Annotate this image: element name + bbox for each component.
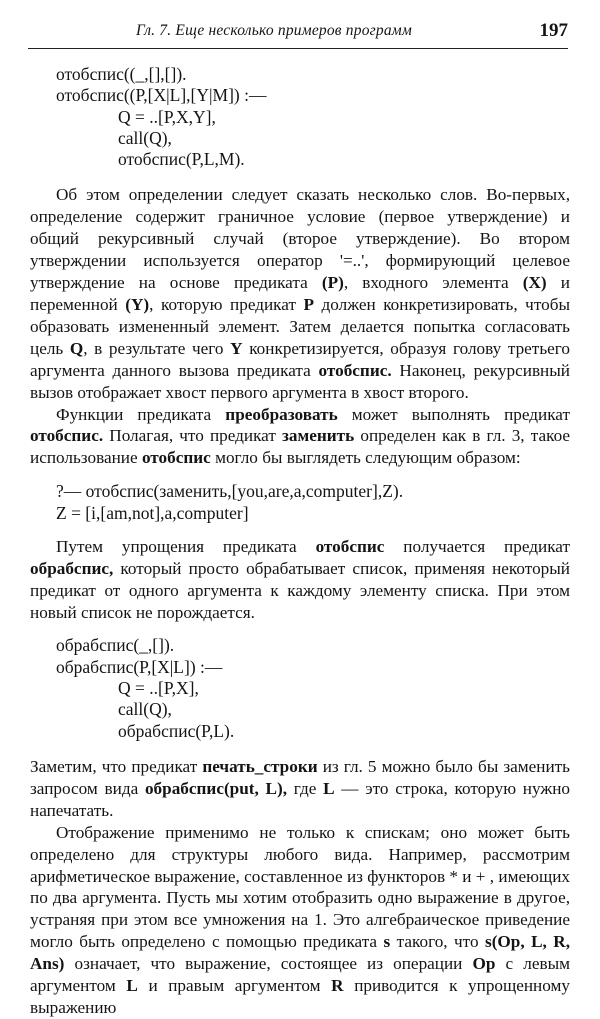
code-line: обрабспис(_,[]). [56, 635, 175, 656]
code-line: обрабспис(P,[X|L]) :— [56, 656, 223, 677]
code-line: отобспис((P,[X|L],[Y|M]) :— [56, 85, 267, 106]
code-line: Q = ..[P,X,Y], [118, 106, 216, 127]
code-block-otobspis [56, 64, 570, 170]
code-line: call(Q), [118, 699, 172, 720]
paragraph-definition-notes: Об этом определении следует сказать несколько слов. Во-первых, определение содержит граничное условие (первое утверждение) и общий рекурсивный случай (второе утверждение). Во втором утверждении используется оператор '=..', формирующий целевое утверждение на основе предиката (P), входного элемента (X) и переменной (Y), которую предикат P должен конкретизировать, чтобы образовать измененный элемент. Затем делается попытка согласовать цель Q, в результате чего Y конкретизируется, образуя голову третьего аргумента данного вызова предиката отобспис. Наконец, рекурсивный вызов отображает хвост первого аргумента в хвост второго. [30, 185, 571, 402]
page-header [28, 22, 568, 46]
code-line: Q = ..[P,X], [118, 678, 199, 699]
answer-line: Z = [i,[am,not],a,computer] [56, 502, 249, 523]
code-line: отобспис((_,[],[]). [56, 64, 187, 84]
query-line: ?— отобспис(заменить,[you,are,a,computer],Z). [56, 481, 404, 502]
code-line: call(Q), [118, 127, 172, 148]
running-title: Гл. 7. Еще несколько примеров программ [136, 22, 412, 39]
paragraph-transform: Функции предиката преобразовать может выполнять предикат отобспис. Полагая, что предикат заменить определен как в гл. 3, такое использование отобспис могло бы выглядеть следующим образом: [30, 404, 571, 468]
code-line: отобспис(P,L,M). [118, 149, 245, 170]
code-line: обрабспис(P,L). [118, 720, 235, 741]
header-rule [28, 48, 568, 49]
page-body [30, 64, 570, 1019]
page-number: 197 [539, 20, 568, 41]
query-example [56, 481, 570, 524]
code-block-obrabspis [56, 635, 570, 741]
paragraph-print-string: Заметим, что предикат печать_строки из гл. 5 можно было бы заменить запросом вида обрабспис(put, L), где L — это строка, которую нужно напечатать. [30, 756, 571, 820]
paragraph-mapping-structures: Отображение применимо не только к спискам; оно может быть определено для структуры любого вида. Например, рассмотрим арифметическое выражение, составленное из функторов * и + , имеющих по два аргумента. Пусть мы хотим отобразить одно выражение в другое, устраняя при этом все умножения на 1. Это алгебраическое приведение могло быть определено с помощью предиката s такого, что s(Op, L, R, Ans) означает, что выражение, состоящее из операции Op с левым аргументом L и правым аргументом R приводится к упрощенному выражению [30, 822, 570, 1017]
paragraph-simplification: Путем упрощения предиката отобспис получается предикат обрабспис, который просто обрабатывает список, применяя некоторый предикат от одного аргумента к каждому элементу списка. При этом новый список не порождается. [30, 536, 570, 622]
